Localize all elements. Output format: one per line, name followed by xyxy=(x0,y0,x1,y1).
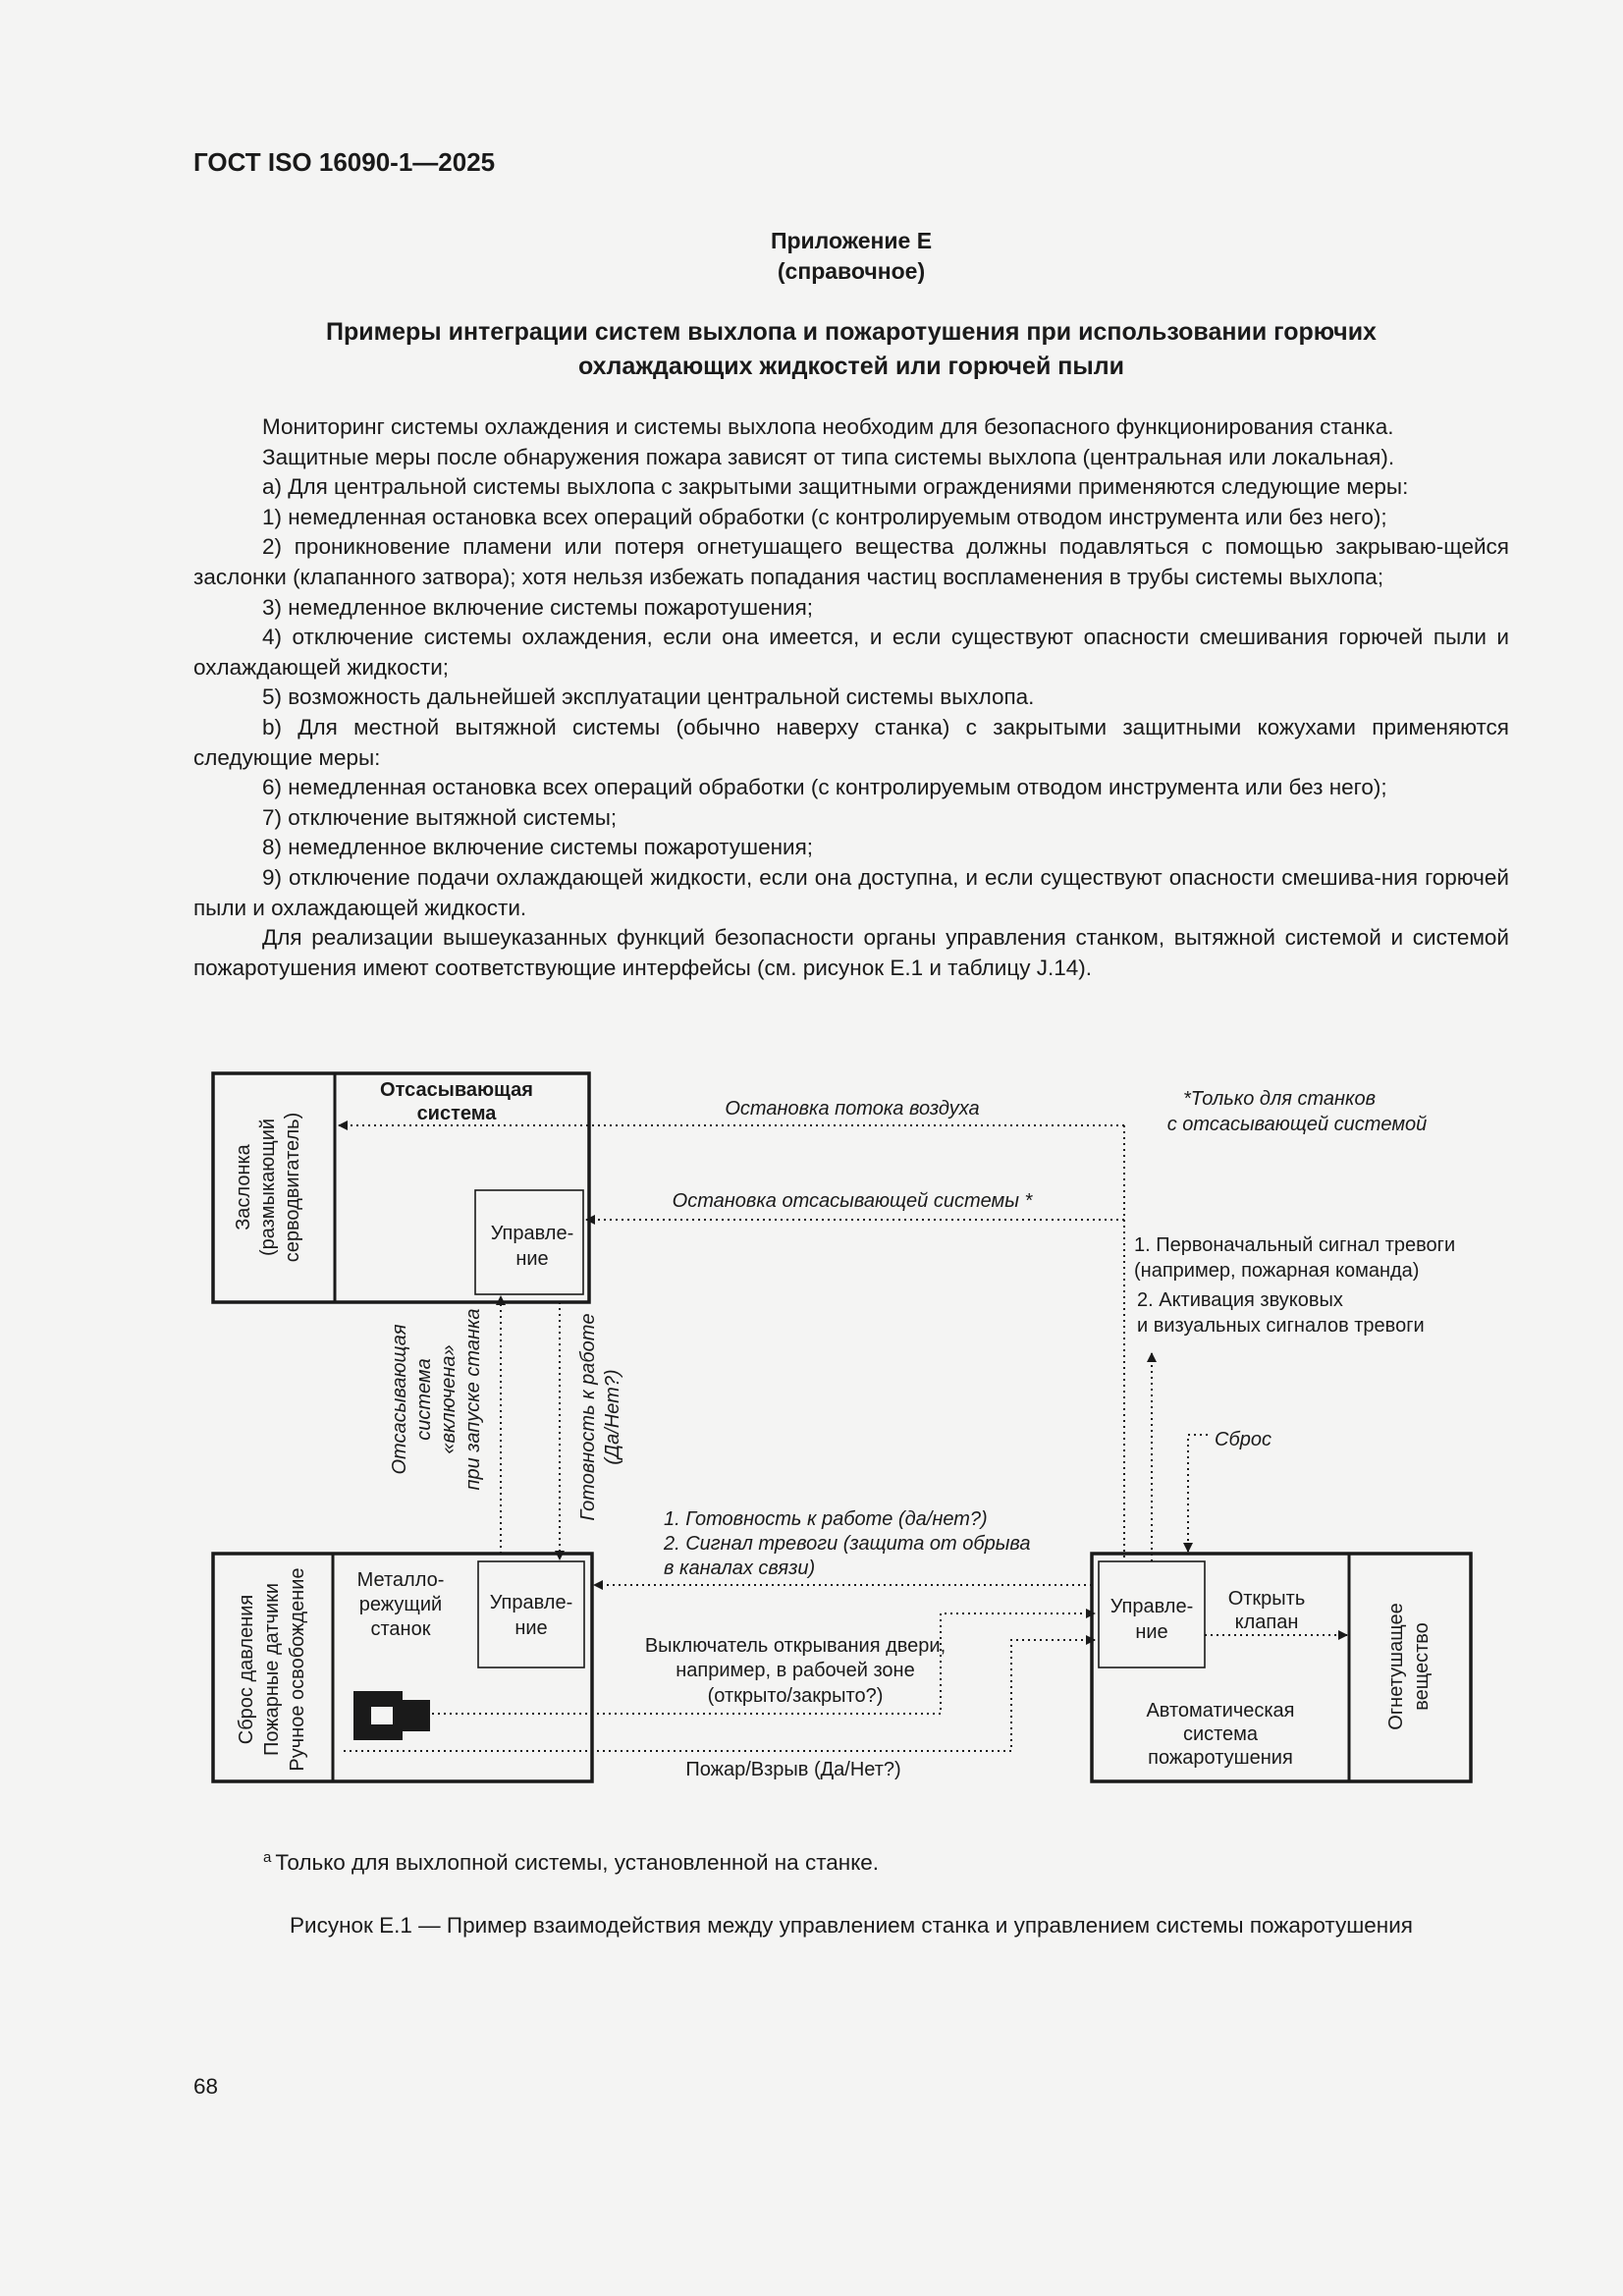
paragraph: 8) немедленное включение системы пожаротушения; xyxy=(262,835,814,860)
auto-system-label: Автоматическая xyxy=(1146,1700,1295,1722)
machine-side-label: Ручное освобождение xyxy=(287,1567,308,1772)
stop-exhaust-label: Остановка отсасывающей системы * xyxy=(672,1190,1033,1212)
machine-label: Металло- xyxy=(356,1569,445,1591)
annex-type: (справочное) xyxy=(777,258,926,284)
alarm-label: (например, пожарная команда) xyxy=(1134,1260,1420,1282)
alarm-label: и визуальных сигналов тревоги xyxy=(1137,1315,1425,1337)
damper-label: серводвигатель) xyxy=(282,1112,303,1263)
figure-footnote xyxy=(263,1849,879,1876)
paragraph: a) Для центральной системы выхлопа с закрытыми защитными ограждениями применяются следующие меры: xyxy=(262,474,1409,500)
paragraph: 4) отключение системы охлаждения, если она имеется, и если существуют опасности смешивания горючей пыли и охлаждающей жидкости; xyxy=(193,625,1509,680)
machine-side-label: Пожарные датчики xyxy=(261,1582,283,1757)
damper-label: Заслонка xyxy=(233,1144,254,1230)
agent-label: Огнетушащее xyxy=(1385,1603,1407,1730)
machine-side-label: Сброс давления xyxy=(236,1594,257,1745)
fire-signal-label: Пожар/Взрыв (Да/Нет?) xyxy=(685,1759,901,1780)
document-header: ГОСТ ISO 16090-1—2025 xyxy=(193,147,496,177)
paragraph: Защитные меры после обнаружения пожара зависят от типа системы выхлопа (центральная или локальная). xyxy=(262,444,1395,469)
stop-airflow-label: Остановка потока воздуха xyxy=(725,1098,980,1120)
page-number: 68 xyxy=(193,2074,219,2099)
door-switch-label: (открыто/закрыто?) xyxy=(707,1685,884,1707)
fire-control-label: ние xyxy=(1135,1621,1168,1643)
paragraph: 2) проникновение пламени или потеря огнетушащего вещества должны подавляться с помощью закрываю-щейся заслонки (клапанного затвора); хотя нельзя избежать попадания частиц воспламенения в трубы системы выхлопа; xyxy=(193,534,1509,589)
auto-system-label: система xyxy=(1182,1723,1259,1745)
status-signal-label: 2. Сигнал тревоги (защита от обрыва xyxy=(664,1533,1031,1555)
paragraph: 9) отключение подачи охлаждающей жидкости, если она доступна, и если существуют опасности смешива-ния горючей пыли и охлаждающей жидкости. xyxy=(193,864,1509,920)
exhaust-on-label: при запуске станка xyxy=(462,1308,484,1491)
auto-system-label: пожаротушения xyxy=(1148,1747,1293,1769)
signal-lines xyxy=(339,1125,1347,1751)
machine-control-label: ние xyxy=(514,1617,548,1639)
reset-label: Сброс xyxy=(1215,1429,1271,1450)
exhaust-title: система xyxy=(416,1103,497,1124)
status-signal-label: 1. Готовность к работе (да/нет?) xyxy=(664,1508,988,1530)
paragraph: 7) отключение вытяжной системы; xyxy=(262,804,618,830)
door-switch-label: Выключатель открывания двери, xyxy=(644,1635,947,1657)
annex-title-line-1: Примеры интеграции систем выхлопа и пожаротушения при использовании горючих xyxy=(326,318,1377,346)
exhaust-on-label: система xyxy=(413,1358,435,1441)
machine-control-label: Управле- xyxy=(489,1592,573,1613)
paragraph: 5) возможность дальнейшей эксплуатации центральной системы выхлопа. xyxy=(262,684,1035,710)
paragraph: 6) немедленная остановка всех операций обработки (с контролируемым отводом инструмента или без него); xyxy=(262,775,1387,800)
open-valve-label: клапан xyxy=(1234,1612,1299,1633)
paragraph: b) Для местной вытяжной системы (обычно наверху станка) с закрытыми защитными кожухами применяются следующие меры: xyxy=(193,714,1509,770)
exhaust-control-label: ние xyxy=(515,1248,549,1270)
paragraph: Для реализации вышеуказанных функций безопасности органы управления станком, вытяжной системой и системой пожаротушения имеют соответствующие интерфейсы (см. рисунок E.1 и таблицу J.14). xyxy=(193,925,1509,980)
door-switch-label: например, в рабочей зоне xyxy=(676,1660,915,1681)
figure-caption: Рисунок E.1 — Пример взаимодействия между управлением станка и управлением системы пожаротушения xyxy=(290,1913,1413,1938)
footnote-text: Только для выхлопной системы, установленной на станке. xyxy=(275,1850,880,1875)
machine-label: режущий xyxy=(358,1594,443,1615)
annex-label: Приложение E xyxy=(770,228,933,253)
agent-label: вещество xyxy=(1411,1622,1433,1711)
footnote-mark: a xyxy=(263,1849,272,1866)
exhaust-on-label: Отсасывающая xyxy=(389,1324,410,1475)
exhaust-control-label: Управле- xyxy=(490,1223,574,1244)
paragraph: 1) немедленная остановка всех операций обработки (с контролируемым отводом инструмента или без него); xyxy=(262,504,1387,529)
damper-label: (размыкающий xyxy=(257,1118,279,1257)
paragraph: 3) немедленное включение системы пожаротушения; xyxy=(262,594,814,620)
status-signal-label: в каналах связи) xyxy=(664,1558,816,1579)
open-valve-label: Открыть xyxy=(1227,1588,1306,1610)
machine-label: станок xyxy=(370,1618,431,1640)
paragraph: Мониторинг системы охлаждения и системы выхлопа необходим для безопасного функционирования станка. xyxy=(262,414,1394,439)
note-label: *Только для станков xyxy=(1182,1088,1377,1110)
note-label: с отсасывающей системой xyxy=(1166,1114,1428,1135)
alarm-label: 2. Активация звуковых xyxy=(1137,1289,1343,1311)
annex-title-line-2: охлаждающих жидкостей или горючей пыли xyxy=(578,353,1124,380)
door-switch-icon xyxy=(353,1691,430,1740)
ready-label: Готовность к работе xyxy=(577,1313,599,1521)
ready-label: (Да/Нет?) xyxy=(602,1369,623,1465)
fire-control-label: Управле- xyxy=(1109,1596,1194,1617)
exhaust-title: Отсасывающая xyxy=(380,1079,533,1101)
alarm-label: 1. Первоначальный сигнал тревоги xyxy=(1134,1234,1456,1256)
exhaust-on-label: «включена» xyxy=(438,1344,460,1454)
